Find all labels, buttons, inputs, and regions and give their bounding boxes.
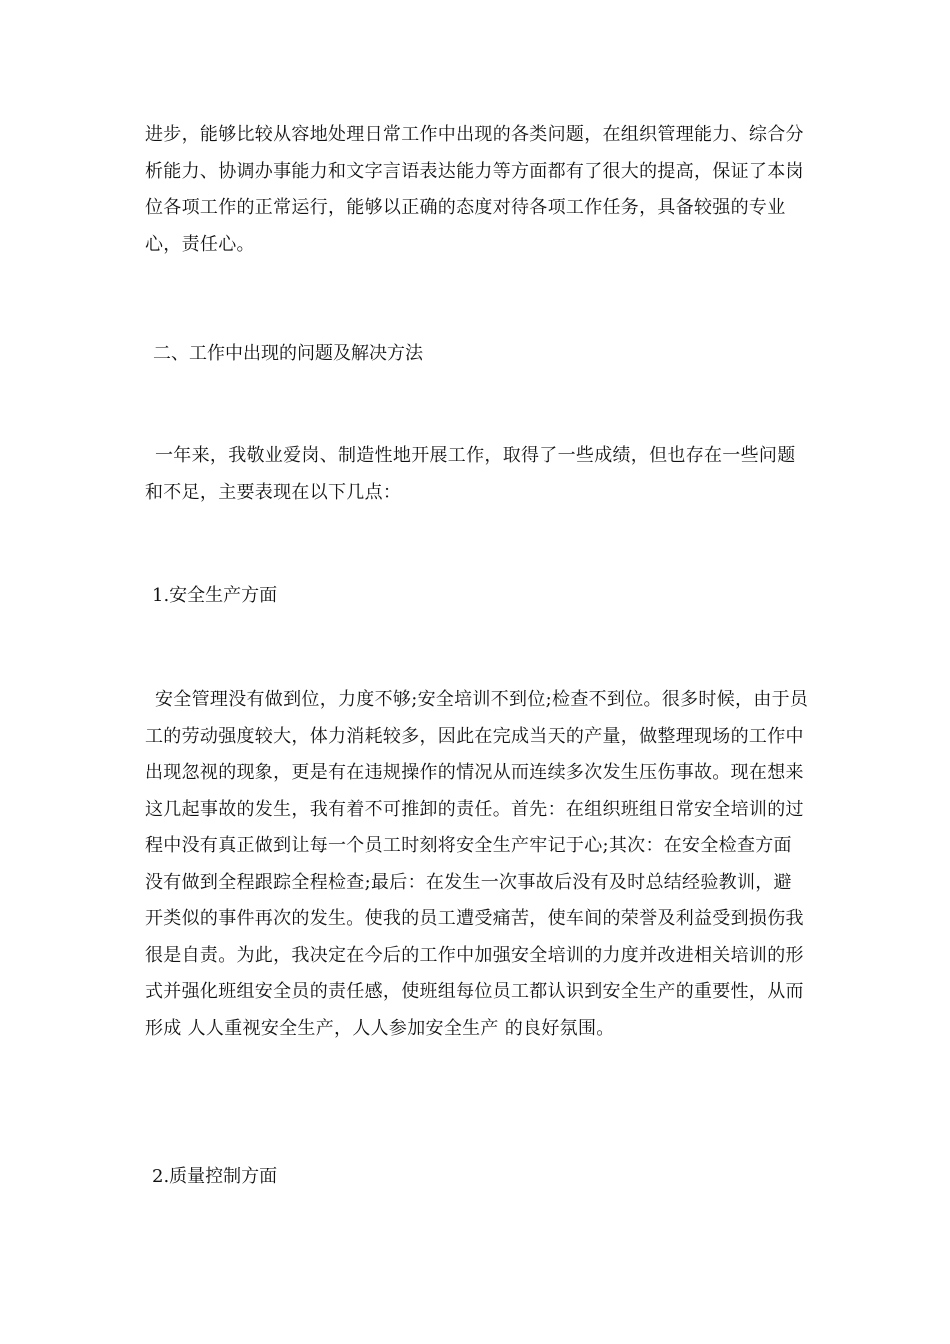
section-heading-problems: 二、工作中出现的问题及解决方法 — [153, 343, 423, 364]
item-heading-safety: 1.安全生产方面 — [152, 585, 278, 606]
paragraph-summary: 一年来，我敬业爱岗、制造性地开展工作，取得了一些成绩，但也存在一些问题和不足，主要表现在以下几点： — [145, 445, 796, 503]
paragraph-safety: 安全管理没有做到位，力度不够;安全培训不到位;检查不到位。很多时候，由于员工的劳动强度较大，体力消耗较多，因此在完成当天的产量，做整理现场的工作中出现忽视的现象，更是有在违规操作的情况从而连续多次发生压伤事故。现在想来这几起事故的发生，我有着不可推卸的责任。首先：在组织班组日常安全培训的过程中没有真正做到让每一个员工时刻将安全生产牢记于心;其次：在安全检查方面没有做到全程跟踪全程检查;最后：在发生一次事故后没有及时总结经验教训，避开类似的事件再次的发生。使我的员工遭受痛苦，使车间的荣誉及利益受到损伤我很是自责。为此，我决定在今后的工作中加强安全培训的力度并改进相关培训的形式并强化班组安全员的责任感，使班组每位员工都认识到安全生产的重要性，从而形成 人人重视安全生产，人人参加安全生产 的良好氛围。 — [145, 689, 809, 1039]
item-heading-quality: 2.质量控制方面 — [152, 1166, 278, 1187]
paragraph-progress: 进步，能够比较从容地处理日常工作中出现的各类问题，在组织管理能力、综合分析能力、协调办事能力和文字言语表达能力等方面都有了很大的提高，保证了本岗位各项工作的正常运行，能够以正确的态度对待各项工作任务，具备较强的专业心，责任心。 — [145, 124, 804, 255]
